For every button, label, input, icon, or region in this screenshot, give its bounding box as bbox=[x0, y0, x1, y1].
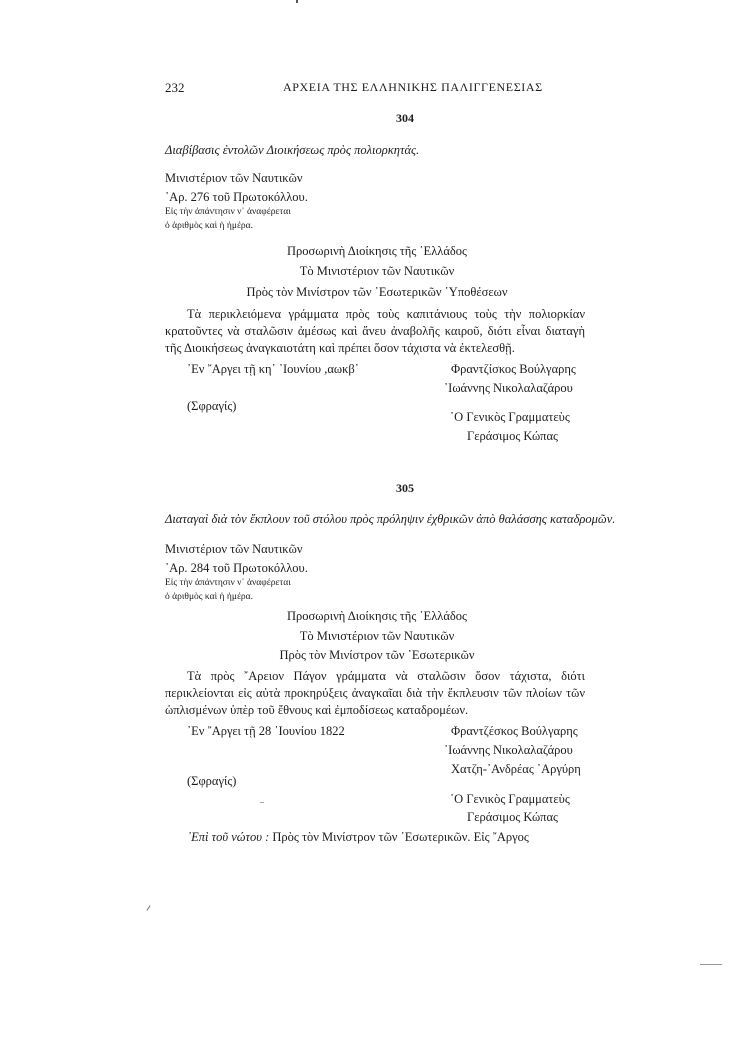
document-305-verso-text: Πρὸς τὸν Μινίστρον τῶν ᾽Εσωτερικῶν. Εἰς ῎Αργος bbox=[272, 830, 529, 844]
document-305-heading: Διαταγαὶ διὰ τὸν ἔκπλουν τοῦ στόλου πρὸς πρόληψιν ἐχθρικῶν ἀπὸ θαλάσσης καταδρομῶν. bbox=[165, 512, 616, 526]
scan-edge-line bbox=[700, 964, 722, 965]
document-305-address-line-2: Τὸ Μινιστέριον τῶν Ναυτικῶν bbox=[299, 629, 455, 643]
document-305-body bbox=[165, 668, 585, 719]
document-304-signer-1: Φραντζίσκος Βούλγαρης bbox=[451, 362, 576, 376]
document-304-signer-2: ᾽Ιωάννης Νικολαλαζάρου bbox=[444, 381, 573, 395]
document-305-signer-3: Χατζη-᾽Ανδρέας ᾽Αργύρη bbox=[451, 762, 581, 776]
scan-speck bbox=[296, 0, 298, 3]
document-305-address-line-3: Πρὸς τὸν Μινίστρον τῶν ᾽Εσωτερικῶν bbox=[279, 648, 475, 662]
document-304-protocol: ᾽Αρ. 276 τοῦ Πρωτοκόλλου. bbox=[165, 190, 308, 204]
document-305-protocol: ᾽Αρ. 284 τοῦ Πρωτοκόλλου. bbox=[165, 561, 308, 575]
document-305-body-text: Τὰ πρὸς ῎Αρειον Πάγον γράμματα νὰ σταλῶσιν ὅσον τάχιστα, διότι περικλείονται εἰς αὐτὰ προκηρύξεις ἀναγκαῖαι διὰ τὴν ἔκπλευσιν τῶν πλοίων τῶν ὡπλισμένων ὑπὲρ τοῦ ἔθνους καὶ ἐμποδίσεως καταδρομέων. bbox=[165, 669, 585, 717]
document-304-address-line-3: Πρὸς τὸν Μινίστρον τῶν ᾽Εσωτερικῶν ῾Υποθέσεων bbox=[246, 285, 508, 299]
document-304-body-text: Τὰ περικλειόμενα γράμματα πρὸς τοὺς καπιτάνιους τοὺς τὴν πολιορκίαν κρατοῦντες νὰ σταλῶσιν ἀμέσως καὶ ἄνευ ἀναβολῆς καιροῦ, διότι εἶναι διαταγὴ τῆς Διοικήσεως ἀναγκαιοτάτη καὶ πρέπει ὅσον τάχιστα νὰ ἐκτελεσθῇ. bbox=[165, 307, 585, 355]
document-305-signer-1: Φραντζέσκος Βούλγαρης bbox=[451, 724, 578, 738]
document-304-body bbox=[165, 306, 585, 357]
document-305-verso bbox=[187, 830, 529, 845]
document-305-seal: (Σφραγίς) bbox=[187, 774, 237, 788]
document-305-note-line-1: Εἰς τὴν ἀπάντησιν ν᾽ ἀναφέρεται bbox=[165, 578, 291, 588]
document-305-secretary-title: ῾Ο Γενικὸς Γραμματεὺς bbox=[450, 792, 570, 806]
document-305-verso-label: ᾽Επὶ τοῦ νώτου : bbox=[187, 830, 270, 844]
document-304-address-line-1: Προσωρινὴ Διοίκησις τῆς ῾Ελλάδος bbox=[287, 244, 467, 258]
document-304-address-line-2: Τὸ Μινιστέριον τῶν Ναυτικῶν bbox=[299, 264, 455, 278]
scan-speck bbox=[260, 802, 264, 803]
document-305-secretary-name: Γεράσιμος Κώπας bbox=[467, 810, 558, 824]
document-304-note-line-2: ὁ ἀριθμὸς καὶ ἡ ἡμέρα. bbox=[165, 221, 254, 231]
document-number-304: 304 bbox=[396, 111, 414, 125]
document-304-ministry: Μινιστέριον τῶν Ναυτικῶν bbox=[165, 171, 303, 185]
document-305-address-line-1: Προσωρινὴ Διοίκησις τῆς ῾Ελλάδος bbox=[287, 609, 467, 623]
document-305-place-date: ᾽Εν ῎Αργει τῇ 28 ᾽Ιουνίου 1822 bbox=[187, 724, 345, 738]
running-title: ΑΡΧΕΙΑ ΤΗΣ ΕΛΛΗΝΙΚΗΣ ΠΑΛΙΓΓΕΝΕΣΙΑΣ bbox=[283, 80, 543, 94]
document-305-note-line-2: ὁ ἀριθμὸς καὶ ἡ ἡμέρα. bbox=[165, 592, 254, 602]
page-number: 232 bbox=[165, 80, 185, 95]
document-305-ministry: Μινιστέριον τῶν Ναυτικῶν bbox=[165, 542, 303, 556]
document-304-secretary-title: ῾Ο Γενικὸς Γραμματεὺς bbox=[450, 410, 570, 424]
document-number-305: 305 bbox=[396, 481, 414, 495]
document-304-note-line-1: Εἰς τὴν ἀπάντησιν ν᾽ ἀναφέρεται bbox=[165, 207, 291, 217]
document-304-seal: (Σφραγίς) bbox=[187, 399, 237, 413]
document-304-secretary-name: Γεράσιμος Κώπας bbox=[467, 429, 558, 443]
scan-speck bbox=[146, 905, 150, 910]
document-305-signer-2: ᾽Ιωάννης Νικολαλαζάρου bbox=[444, 743, 573, 757]
document-304-place-date: ᾽Εν ῎Αργει τῇ κη᾽ ᾽Ιουνίου ,αωκβ᾽ bbox=[187, 362, 359, 376]
document-304-heading: Διαβίβασις ἐντολῶν Διοικήσεως πρὸς πολιορκητάς. bbox=[165, 143, 420, 157]
